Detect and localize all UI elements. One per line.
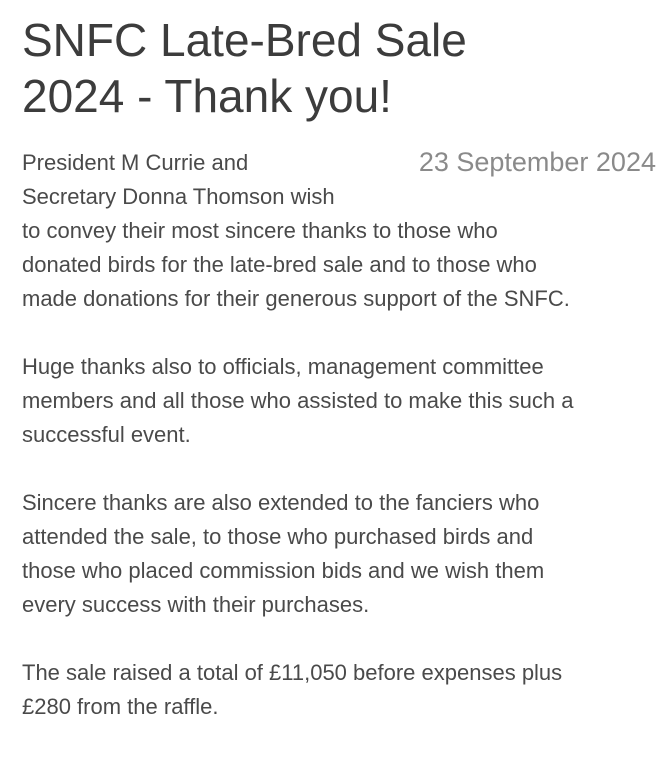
title-line: 2024 - Thank you!: [22, 70, 392, 122]
text-line: members and all those who assisted to make this such a: [22, 388, 574, 413]
text-line: President M Currie and: [22, 150, 249, 175]
text-line: successful event.: [22, 422, 191, 447]
text-line: made donations for their generous support of the SNFC.: [22, 286, 570, 311]
text-line: Huge thanks also to officials, management committee: [22, 354, 544, 379]
article-date: 23 September 2024: [418, 147, 656, 177]
title-line: SNFC Late-Bred Sale: [22, 14, 467, 66]
article-body: [22, 146, 662, 758]
text-line: to convey their most sincere thanks to those who: [22, 218, 498, 243]
text-line: Sincere thanks are also extended to the fanciers who: [22, 490, 540, 515]
text-line: those who placed commission bids and we wish them: [22, 558, 545, 583]
text-line: every success with their purchases.: [22, 592, 370, 617]
text-line: donated birds for the late-bred sale and to those who: [22, 252, 537, 277]
text-line: Secretary Donna Thomson wish: [22, 184, 335, 209]
paragraph-sale-total: [22, 656, 662, 724]
text-line: The sale raised a total of £11,050 before expenses plus: [22, 660, 563, 685]
paragraph-thanks-donors: [22, 146, 662, 316]
text-line: £280 from the raffle.: [22, 694, 219, 719]
paragraph-thanks-fanciers: [22, 486, 662, 622]
article-title: [22, 12, 662, 124]
text-line: attended the sale, to those who purchased birds and: [22, 524, 534, 549]
paragraph-thanks-officials: [22, 350, 662, 452]
